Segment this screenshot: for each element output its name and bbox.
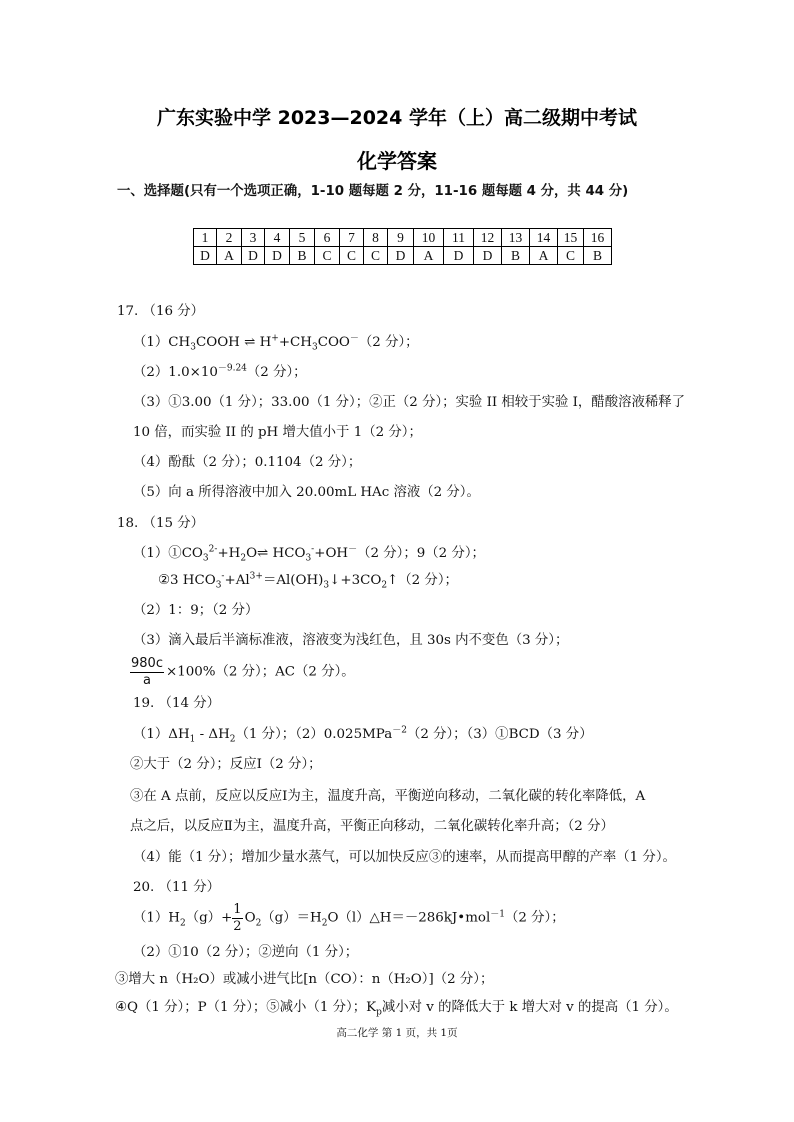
subscript: 3 [202,553,209,564]
text-run: （2 分）； [504,910,565,926]
q17-part2 [133,363,307,383]
subscript: p [376,1007,382,1018]
q19-heading: 19. （14 分） [133,696,221,711]
q17-part4: （4）酚酞（2 分）；0.1104（2 分）； [133,455,362,470]
text-run: O [244,910,256,926]
text-run: +CH [278,335,312,350]
answer-cell: D [388,247,414,265]
fraction [130,656,164,689]
q17-part5: （5）向 a 所得溶液中加入 20.00mL HAc 溶液（2 分）。 [133,485,480,500]
question-number-cell: 11 [444,229,474,247]
text-run: +Al [224,573,250,588]
section-heading: 一、选择题(只有一个选项正确，1-10 题每题 2 分，11-16 题每题 4 分，共 44 分) [117,184,629,199]
text-run: （1）ΔH [133,727,190,742]
answer-cell: C [558,247,584,265]
superscript: - [221,571,225,582]
text-run: （1）CH [133,335,191,350]
q20-part2: （2）①10（2 分）；②逆向（1 分）； [133,945,359,960]
question-number-cell: 2 [217,229,242,247]
answer-cell: D [265,247,290,265]
superscript: 2- [208,544,218,555]
text-run: COO [317,335,350,350]
question-number-cell: 16 [584,229,612,247]
q20-part3: ③增大 n（H₂O）或减小进气比[n（CO）：n（H₂O）]（2 分）； [115,972,494,987]
text-run: +OH [314,546,349,561]
text-run: ×100%（2 分）；AC（2 分）。 [165,664,355,680]
superscript: － [348,544,358,555]
superscript: + [271,333,279,344]
q17-part3-cont: 10 倍，而实验 II 的 pH 增大值小于 1（2 分）； [133,425,422,440]
text-run: 减小对 v 的降低大于 k 增大对 v 的提高（1 分）。 [381,1000,678,1015]
subscript: 1 [189,734,196,745]
subscript: 2 [321,918,328,929]
superscript: －1 [490,909,505,920]
question-number-cell: 13 [502,229,530,247]
fraction-numerator: 1 [233,902,242,917]
q20-part1 [133,902,565,935]
q17-heading: 17. （16 分） [117,304,205,319]
text-run: O（l）△H＝－286kJ•mol [327,910,491,926]
fraction-denominator: a [143,673,151,688]
superscript: 3+ [249,571,263,582]
superscript: - [311,544,315,555]
question-number-row [194,229,612,247]
question-number-cell: 8 [364,229,388,247]
answer-table [193,228,612,265]
text-run: COOH ⇌ H [195,335,272,350]
answer-cell: A [530,247,558,265]
question-number-cell: 1 [194,229,217,247]
q17-part3: （3）①3.00（1 分）；33.00（1 分）；②正（2 分）；实验 II 相较于实验 I，醋酸溶液稀释了 [133,395,686,410]
text-run: ＝Al(OH) [262,573,324,588]
text-run: ↓+3CO [329,573,382,588]
q17-part1 [133,333,419,353]
answer-row [194,247,612,265]
text-run: （g）＝H [261,910,322,926]
question-number-cell: 10 [414,229,444,247]
answer-cell: D [242,247,265,265]
q20-part4 [115,998,678,1018]
q18-part3: （3）滴入最后半滴标准液，溶液变为浅红色，且 30s 内不变色（3 分）； [133,633,569,648]
question-number-cell: 9 [388,229,414,247]
answer-cell: B [290,247,315,265]
question-number-cell: 15 [558,229,584,247]
subscript: 2 [240,553,247,564]
subscript: 3 [323,580,330,591]
text-run: O⇌ HCO [246,546,306,561]
text-run: （2 分）；（3）①BCD（3 分） [406,727,593,742]
subscript: 3 [305,553,312,564]
text-run: （2 分）；9（2 分）； [357,546,485,561]
answer-cell: D [194,247,217,265]
text-run: ↑（2 分）； [387,573,458,588]
superscript: － [349,333,359,344]
answer-cell: D [474,247,502,265]
fraction-numerator: 980c [131,656,163,671]
q18-part1-b [158,571,458,591]
answer-cell: A [217,247,242,265]
text-run: （g）+ [185,910,233,926]
text-run: （2 分）； [358,335,419,350]
question-number-cell: 14 [530,229,558,247]
question-number-cell: 12 [474,229,502,247]
q18-part1 [133,544,485,564]
q20-heading: 20. （11 分） [133,880,221,895]
subscript: 2 [179,918,186,929]
text-run: （2 分）； [246,365,307,380]
text-run: （1）①CO [133,546,203,561]
text-run: （2）1.0×10 [133,365,218,380]
page-title: 广东实验中学 2023—2024 学年（上）高二级期中考试 [157,107,637,129]
q18-heading: 18. （15 分） [117,516,205,531]
q18-part2: （2）1：9；（2 分） [133,603,259,618]
question-number-cell: 4 [265,229,290,247]
q18-part3-formula [130,656,355,689]
text-run: ④Q（1 分）；P（1 分）；⑤减小（1 分）；K [115,1000,377,1015]
subscript: 3 [190,342,196,353]
question-number-cell: 5 [290,229,315,247]
answer-cell: C [340,247,364,265]
fraction-denominator: 2 [233,919,242,934]
q19-part4: （4）能（1 分）；增加少量水蒸气，可以加快反应③的速率，从而提高甲醇的产率（1 分）。 [133,850,676,865]
subscript: 2 [229,734,236,745]
page-subtitle: 化学答案 [357,149,437,173]
text-run: ②3 HCO [158,573,216,588]
answer-cell: B [502,247,530,265]
answer-cell: B [584,247,612,265]
answer-cell: C [315,247,340,265]
answer-cell: C [364,247,388,265]
text-run: （1）H [133,910,180,926]
text-run: （1 分）；（2）0.025MPa [235,727,393,742]
q19-part1 [133,725,593,745]
fraction [232,902,242,935]
answer-cell: A [414,247,444,265]
q19-part3: ③在 A 点前，反应以反应Ⅰ为主，温度升高，平衡逆向移动，二氧化碳的转化率降低，A [130,789,646,804]
q19-part2: ②大于（2 分）；反应Ⅰ（2 分）； [130,757,322,772]
subscript: 3 [215,580,222,591]
superscript: －9.24 [217,363,247,374]
subscript: 3 [311,342,318,353]
q19-part3-cont: 点之后，以反应Ⅱ为主，温度升高，平衡正向移动，二氧化碳转化率升高；（2 分） [130,819,614,834]
answer-cell: D [444,247,474,265]
question-number-cell: 3 [242,229,265,247]
page-footer: 高二化学 第 1 页，共 1页 [336,1027,458,1039]
question-number-cell: 7 [340,229,364,247]
question-number-cell: 6 [315,229,340,247]
superscript: －2 [392,725,407,736]
subscript: 2 [255,918,262,929]
text-run: - ΔH [195,727,230,742]
text-run: +H [217,546,241,561]
subscript: 2 [381,580,388,591]
